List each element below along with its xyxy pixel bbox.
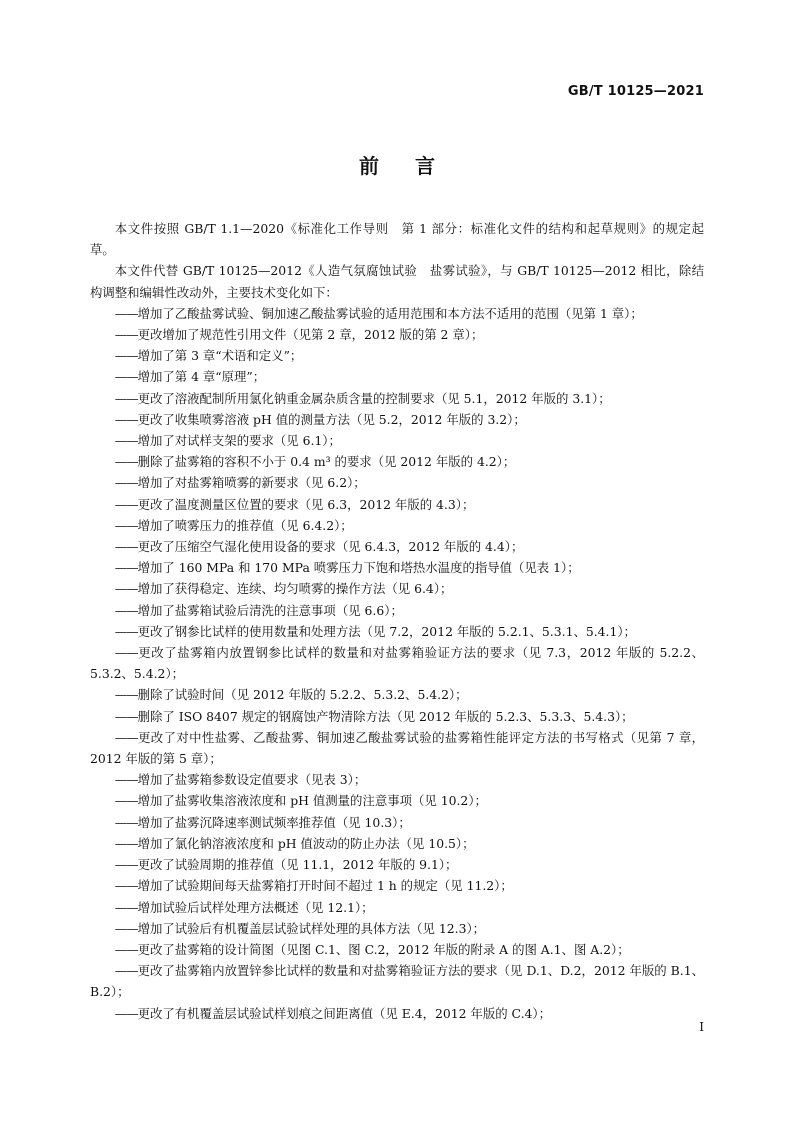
list-item-text: 更改了溶液配制所用氯化钠重金属杂质含量的控制要求（见 5.1，2012 年版的 3.1）；: [137, 390, 611, 406]
page-number: I: [699, 1020, 704, 1034]
list-item: [90, 345, 704, 366]
em-dash-marker: ——: [114, 602, 138, 618]
em-dash-marker: ——: [114, 772, 138, 788]
document-body: [90, 218, 704, 1024]
list-item: [90, 897, 704, 918]
list-item: [90, 1003, 704, 1024]
em-dash-marker: ——: [114, 963, 138, 979]
em-dash-marker: ——: [114, 623, 138, 639]
list-item: [90, 769, 704, 790]
em-dash-marker: ——: [114, 496, 138, 512]
em-dash-marker: ——: [114, 878, 138, 894]
em-dash-marker: ——: [114, 390, 138, 406]
list-item-text: 增加了第 3 章“术语和定义”；: [137, 348, 303, 364]
list-item: [90, 409, 704, 430]
list-item-text: 增加了对试样支架的要求（见 6.1）；: [137, 433, 341, 449]
list-item-text: 增加了 160 MPa 和 170 MPa 喷雾压力下饱和塔热水温度的指导值（见表 1）；: [137, 560, 580, 576]
list-item: [90, 515, 704, 536]
list-item: [90, 812, 704, 833]
em-dash-marker: ——: [114, 560, 138, 576]
em-dash-marker: ——: [114, 899, 138, 915]
em-dash-marker: ——: [114, 433, 138, 449]
em-dash-marker: ——: [114, 369, 138, 385]
list-item: [90, 557, 704, 578]
em-dash-marker: ——: [114, 411, 138, 427]
em-dash-marker: ——: [114, 687, 138, 703]
em-dash-marker: ——: [114, 517, 138, 533]
list-item: [90, 706, 704, 727]
em-dash-marker: ——: [114, 305, 138, 321]
list-item-text: 增加了试验期间每天盐雾箱打开时间不超过 1 h 的规定（见 11.2）；: [137, 878, 513, 894]
list-item: [90, 833, 704, 854]
list-item: [90, 727, 704, 769]
list-item-text: 增加了盐雾收集溶液浓度和 pH 值测量的注意事项（见 10.2）；: [137, 793, 487, 809]
list-item: [90, 451, 704, 472]
em-dash-marker: ——: [114, 581, 138, 597]
em-dash-marker: ——: [114, 857, 138, 873]
list-item-text: 增加了盐雾箱试验后清洗的注意事项（见 6.6）；: [137, 602, 403, 618]
list-item-text: 更改了盐雾箱内放置锌参比试样的数量和对盐雾箱验证方法的要求（见 D.1、D.2，2012 年版的 B.1、B.2）；: [90, 963, 704, 1000]
standard-code: GB/T 10125—2021: [567, 84, 704, 99]
list-item: [90, 494, 704, 515]
list-item: [90, 621, 704, 642]
em-dash-marker: ——: [114, 475, 138, 491]
change-list: [90, 303, 704, 1024]
list-item-text: 增加了氯化钠溶液浓度和 pH 值波动的防止办法（见 10.5）；: [137, 835, 475, 851]
list-item-text: 更改了钢参比试样的使用数量和处理方法（见 7.2，2012 年版的 5.2.1、5.3.1、5.4.1）；: [137, 623, 636, 639]
em-dash-marker: ——: [114, 454, 138, 470]
list-item: [90, 939, 704, 960]
list-item: [90, 875, 704, 896]
list-item-text: 更改了盐雾箱的设计简图（见图 C.1、图 C.2，2012 年版的附录 A 的图 A.1、图 A.2）；: [137, 941, 630, 957]
em-dash-marker: ——: [114, 814, 138, 830]
list-item: [90, 918, 704, 939]
em-dash-marker: ——: [114, 348, 138, 364]
em-dash-marker: ——: [114, 539, 138, 555]
em-dash-marker: ——: [114, 793, 138, 809]
list-item-text: 删除了试验时间（见 2012 年版的 5.2.2、5.3.2、5.4.2）；: [137, 687, 468, 703]
list-item-text: 增加了乙酸盐雾试验、铜加速乙酸盐雾试验的适用范围和本方法不适用的范围（见第 1 章）；: [137, 305, 643, 321]
em-dash-marker: ——: [114, 708, 138, 724]
list-item-text: 更改了试验周期的推荐值（见 11.1，2012 年版的 9.1）；: [137, 857, 458, 873]
list-item-text: 更改了温度测量区位置的要求（见 6.3，2012 年版的 4.3）；: [137, 496, 475, 512]
em-dash-marker: ——: [114, 920, 138, 936]
list-item-text: 更改了有机覆盖层试验试样划痕之间距离值（见 E.4，2012 年版的 C.4）；: [137, 1005, 552, 1021]
list-item-text: 增加了盐雾箱参数设定值要求（见表 3）；: [137, 772, 367, 788]
list-item-text: 更改了收集喷雾溶液 pH 值的测量方法（见 5.2，2012 年版的 3.2）；: [137, 411, 526, 427]
list-item: [90, 600, 704, 621]
list-item-text: 增加了对盐雾箱喷雾的新要求（见 6.2）；: [137, 475, 366, 491]
page-title: 前言: [359, 154, 471, 178]
paragraph: 本文件代替 GB/T 10125—2012《人造气氛腐蚀试验 盐雾试验》，与 GB/T 10125—2012 相比，除结构调整和编辑性改动外，主要技术变化如下：: [90, 263, 704, 300]
list-item: [90, 324, 704, 345]
em-dash-marker: ——: [114, 941, 138, 957]
list-item: [90, 430, 704, 451]
list-item: [90, 854, 704, 875]
list-item-text: 增加了获得稳定、连续、均匀喷雾的操作方法（见 6.4）；: [137, 581, 453, 597]
list-item: [90, 684, 704, 705]
em-dash-marker: ——: [114, 327, 138, 343]
list-item-text: 更改了对中性盐雾、乙酸盐雾、铜加速乙酸盐雾试验的盐雾箱性能评定方法的书写格式（见第 7 章，2012 年版的第 5 章）；: [90, 729, 704, 767]
list-item: [90, 960, 704, 1002]
list-item-text: 更改增加了规范性引用文件（见第 2 章，2012 版的第 2 章）；: [137, 327, 484, 343]
list-item: [90, 388, 704, 409]
list-item: [90, 642, 704, 684]
em-dash-marker: ——: [114, 835, 138, 851]
list-item-text: 删除了盐雾箱的容积不小于 0.4 m³ 的要求（见 2012 年版的 4.2）；: [137, 454, 516, 470]
em-dash-marker: ——: [114, 1005, 138, 1021]
em-dash-marker: ——: [114, 729, 138, 745]
list-item: [90, 303, 704, 324]
list-item-text: 增加了喷雾压力的推荐值（见 6.4.2）；: [137, 517, 353, 533]
list-item: [90, 790, 704, 811]
paragraph: 本文件按照 GB/T 1.1—2020《标准化工作导则 第 1 部分：标准化文件的结构和起草规则》的规定起草。: [90, 221, 704, 258]
list-item-text: 更改了压缩空气湿化使用设备的要求（见 6.4.3，2012 年版的 4.4）；: [137, 539, 524, 555]
list-item-text: 增加试验后试样处理方法概述（见 12.1）；: [137, 899, 374, 915]
list-item-text: 增加了试验后有机覆盖层试验试样处理的具体方法（见 12.3）；: [137, 920, 486, 936]
list-item: [90, 472, 704, 493]
list-item-text: 增加了第 4 章“原理”；: [137, 369, 266, 385]
list-item-text: 增加了盐雾沉降速率测试频率推荐值（见 10.3）；: [137, 814, 411, 830]
em-dash-marker: ——: [114, 645, 138, 661]
list-item-text: 更改了盐雾箱内放置钢参比试样的数量和对盐雾箱验证方法的要求（见 7.3，2012 年版的 5.2.2、5.3.2、5.4.2）；: [90, 645, 704, 682]
list-item-text: 删除了 ISO 8407 规定的钢腐蚀产物清除方法（见 2012 年版的 5.2.3、5.3.3、5.4.3）；: [137, 708, 634, 724]
list-item: [90, 578, 704, 599]
list-item: [90, 536, 704, 557]
list-item: [90, 366, 704, 387]
